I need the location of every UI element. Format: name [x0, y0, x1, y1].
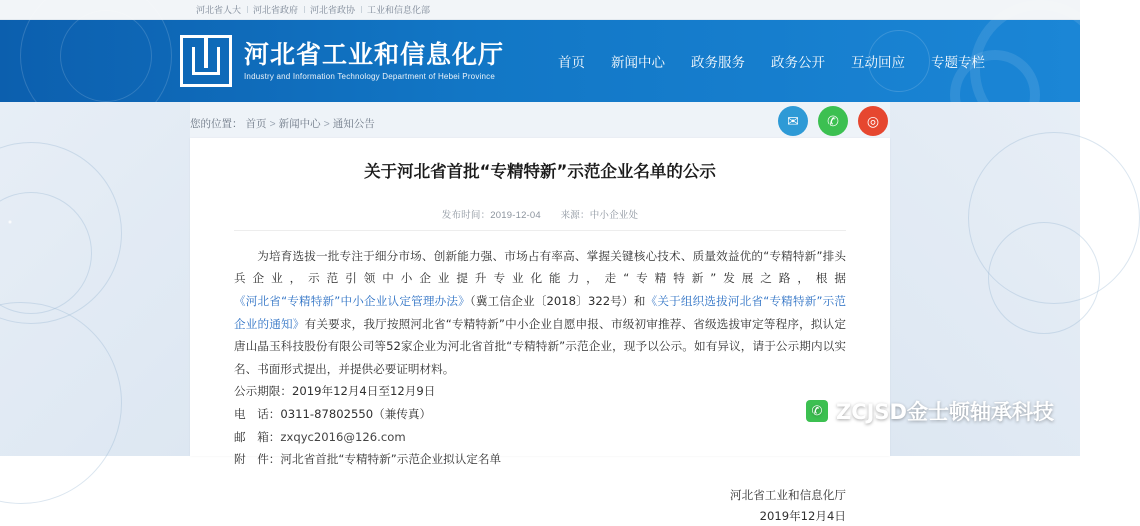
left-background-pattern [0, 102, 190, 456]
article-title: 关于河北省首批“专精特新”示范企业名单的公示 [364, 162, 716, 181]
field-attachment-value[interactable]: 河北省首批“专精特新”示范企业拟认定名单 [280, 452, 502, 467]
breadcrumb-item-news[interactable]: 新闻中心 [278, 118, 321, 130]
article-paragraph-part2: （冀工信企业〔2018〕322号）和 [469, 293, 646, 308]
field-email-label: 邮 箱： [234, 429, 281, 444]
site-title: 河北省工业和信息化厅 [244, 39, 505, 69]
top-link-hebei-npc[interactable]: 河北省人大 [196, 5, 242, 15]
breadcrumb-separator-1: > [269, 117, 276, 130]
main-nav [558, 51, 985, 71]
article-meta [234, 207, 846, 221]
source-value: 中小企业处 [589, 209, 639, 221]
source-label: 来源： [560, 209, 590, 221]
signature-block [234, 485, 846, 526]
article-link-2[interactable]: 《关于组织选拔河北省“专精特新”示范企业的通知》 [234, 293, 847, 331]
nav-item-disclosure[interactable]: 政务公开 [771, 55, 826, 71]
signature-organization: 河北省工业和信息化厅 [730, 487, 846, 502]
hebei-emblem-icon [180, 35, 232, 87]
field-attachment [234, 448, 846, 471]
top-utility-bar [0, 0, 1080, 20]
signature-date: 2019年12月4日 [759, 508, 846, 523]
top-link-hebei-cppcc[interactable]: 河北省政协 [304, 3, 361, 16]
site-header [0, 20, 1080, 102]
wechat-badge-icon: ✆ [806, 400, 828, 422]
breadcrumb-prefix: 您的位置： [190, 118, 243, 130]
breadcrumb-separator-2: > [323, 117, 330, 130]
watermark-text: ZCJSD金士顿轴承科技 [835, 400, 1054, 424]
breadcrumb-item-home[interactable]: 首页 [245, 118, 267, 130]
site-branding [244, 41, 504, 82]
nav-item-news[interactable]: 新闻中心 [611, 55, 666, 71]
nav-item-home[interactable]: 首页 [558, 55, 586, 71]
top-link-miit[interactable]: 工业和信息化部 [361, 3, 436, 16]
weibo-icon[interactable]: ◎ [858, 106, 888, 136]
article-card [190, 138, 890, 523]
field-email-value[interactable]: zxqyc2016@126.com [280, 429, 406, 444]
field-phone-label: 电 话： [234, 406, 281, 421]
article-paragraph-part3: 有关要求，我厅按照河北省“专精特新”中小企业自愿申报、市级初审推荐、省级选拔审定等程序，拟认定唐山晶玉科技股份有限公司等52家企业为河北省首批“专精特新”示范企业，现予以公示。如有异议，请于公示期内以实名、书面形式提出，并提供必要证明材料。 [234, 316, 846, 376]
article-link-1[interactable]: 《河北省“专精特新”中小企业认定管理办法》 [234, 293, 470, 308]
field-public-period-value: 2019年12月4日至12月9日 [291, 384, 436, 399]
field-phone-value: 0311-87802550（兼传真） [280, 406, 432, 421]
wechat-icon[interactable]: ✆ [818, 106, 848, 136]
watermark [806, 396, 1054, 426]
social-share-bar [778, 106, 888, 136]
nav-item-interaction[interactable]: 互动回应 [851, 55, 906, 71]
mail-icon[interactable]: ✉ [778, 106, 808, 136]
nav-item-topics[interactable]: 专题专栏 [931, 55, 986, 71]
field-attachment-label: 附 件： [234, 452, 281, 467]
breadcrumb-item-announcements[interactable]: 通知公告 [332, 118, 375, 130]
publish-time-label: 发布时间： [441, 209, 491, 221]
meta-divider [234, 230, 846, 231]
nav-item-services[interactable]: 政务服务 [691, 55, 746, 71]
field-email [234, 426, 846, 449]
content-area [0, 102, 1080, 523]
article-body [234, 245, 846, 381]
publish-time-value: 2019-12-04 [490, 209, 541, 221]
field-phone [234, 403, 846, 426]
top-link-hebei-government[interactable]: 河北省政府 [247, 3, 304, 16]
breadcrumb [190, 116, 375, 131]
article-paragraph-part1: 为培育选拔一批专注于细分市场、创新能力强、市场占有率高、掌握关键核心技术、质量效益优的“专精特新”排头兵企业，示范引领中小企业提升专业化能力，走“专精特新”发展之路，根据 [234, 248, 846, 286]
site-subtitle: Industry and Information Technology Department of Hebei Province [244, 72, 496, 82]
field-public-period [234, 380, 846, 403]
field-public-period-label: 公示期限： [234, 384, 292, 399]
